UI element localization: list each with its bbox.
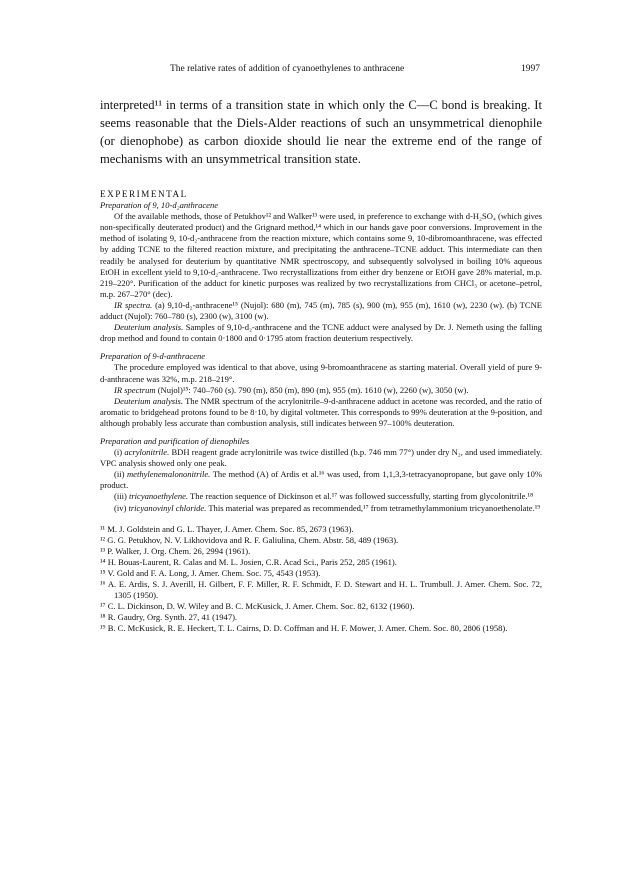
reference-item: ¹³ P. Walker, J. Org. Chem. 26, 2994 (1961). (100, 545, 251, 556)
ir-paragraph (100, 385, 542, 396)
deuterium-paragraph (100, 322, 542, 344)
run-in-label: Deuterium analysis. (114, 322, 184, 333)
section-title: EXPERIMENTAL (100, 189, 188, 199)
dienophile-item: (ii) methylenemalononitrile. The method (A) of Ardis et al.¹⁶ was used, from 1,1,3,3-tetracyanopropane, but gave only 10% product. (100, 469, 542, 491)
lead-paragraph: interpreted¹¹ in terms of a transition state in which only the C—C bond is breaking. It seems reasonable that the Diels-Alder reactions of such an unsymmetrical dienophile (or dienophobe) as carbon dioxide should lie near the extreme end of the range of mechanisms with an unsymmetrical transition state. (100, 98, 542, 166)
reference-item: ¹¹ M. J. Goldstein and G. L. Thayer, J. Amer. Chem. Soc. 85, 2673 (1963). (100, 523, 354, 534)
deuterium-paragraph (100, 396, 542, 429)
subsection-heading: Preparation of 9, 10-d₂anthracene (100, 200, 219, 211)
running-title: The relative rates of addition of cyanoethylenes to anthracene (170, 64, 405, 74)
dienophile-item: (i) acrylonitrile. BDH reagent grade acrylonitrile was twice distilled (b.p. 746 mm 77°) under dry N₂, and used immediately. VPC analysis showed only one peak. (100, 447, 542, 469)
experimental-section (100, 189, 542, 635)
paragraph: The procedure employed was identical to that above, using 9-bromoanthracene as starting material. Overall yield of pure 9-d-anthracene was 32%, m.p. 218–219°. (100, 362, 542, 384)
paragraph: Of the available methods, those of Petukhov¹² and Walker¹³ were used, in preference to exchange with d-H₂SO₄ (which gives non-specifically deuterated product) and the Grignard method,¹⁴ which in our hands gave poor conversions. Improvement in the method of isolating 9, 10-d₂-anthracene from the reaction mixture, which contains some 9, 10-dibromoanthracene, was effected by adding TCNE to the filtered reaction mixture, and precipitating the anthracene–TCNE adduct. This intermediate can then readily be analysed for deuterium by quantitative NMR spectroscopy, and subsequently solvolysed in boiling 10% aqueous EtOH in excellent yield to 9,10-d₂-anthracene. Two recrystallizations from either dry benzene or EtOH gave 28% material, m.p. 219–220°. Purification of the adduct for kinetic purposes was realized by two recrystallizations from CHCl₃ or acetone–petrol, m.p. 267–270° (dec). (100, 211, 542, 299)
reference-item: ¹⁷ C. L. Dickinson, D. W. Wiley and B. C. McKusick, J. Amer. Chem. Soc. 82, 6132 (1960). (100, 601, 415, 612)
ir-text: (a) 9,10-d₂-anthracene¹⁵ (Nujol): 680 (m), 745 (m), 785 (s), 900 (m), 955 (m), 1610 (w), 2230 (w). (b) TCNE adduct (Nujol): 760–780 (s), 2300 (w), 3100 (w). (100, 299, 542, 322)
ir-paragraph (100, 300, 542, 322)
subsection-heading: Preparation of 9-d-anthracene (100, 351, 206, 362)
ir-text: (Nujol)¹⁵: 740–760 (s). 790 (m), 850 (m), 890 (m), 955 (m). 1610 (w), 2260 (w), 3050 (w). (157, 384, 469, 395)
subsection-heading: Preparation and purification of dienophiles (100, 435, 250, 446)
reference-item: ¹⁵ V. Gold and F. A. Long, J. Amer. Chem. Soc. 75, 4543 (1953). (100, 568, 321, 578)
run-in-label: IR spectra. (114, 299, 153, 310)
reference-item: ¹⁶ A. E. Ardis, S. J. Averill, H. Gilbert, F. F. Miller, R. F. Schmidt, F. D. Stewart and H. L. Trumbull. J. Amer. Chem. Soc. 72, 1305 (1950). (100, 579, 543, 601)
deuterium-text: Samples of 9,10-d₂-anthracene and the TCNE adduct were analysed by Dr. J. Nemeth using the falling drop method and found to contain 0·1800 and 0·1795 atom fraction deuterium respectively. (100, 322, 543, 344)
page-number: 1997 (521, 64, 540, 74)
footnote-references (100, 524, 542, 635)
run-in-label: IR spectrum (114, 384, 156, 395)
running-header (100, 64, 540, 78)
reference-item: ¹⁹ B. C. McKusick, R. E. Heckert, T. L. Cairns, D. D. Coffman and H. F. Mower, J. Amer. Chem. Soc. 80, 2806 (1958). (100, 623, 508, 634)
deuterium-text: The NMR spectrum of the acrylonitrile–9-d-anthracene adduct in acetone was recorded, and the ratio of aromatic to bridgehead protons found to be 8·10, by digital voltmeter. This corresponds to 99% deuteration at the 9-position, and although probably less accurate than combustion analysis, still indicates between 97–100% deuteration. (100, 395, 543, 428)
reference-item: ¹⁸ R. Gaudry, Org. Synth. 27, 41 (1947). (100, 612, 238, 623)
run-in-label: Deuterium analysis. (114, 395, 183, 406)
lead-paragraph-block (100, 96, 542, 168)
dienophile-item: (iii) tricyanoethylene. The reaction sequence of Dickinson et al.¹⁷ was followed successfully, starting from glycolonitrile.¹⁸ (114, 491, 534, 502)
reference-item: ¹⁴ H. Bouas-Laurent, R. Calas and M. L. Josien, C.R. Acad Sci., Paris 252, 285 (1961). (100, 556, 397, 567)
reference-item: ¹² G. G. Petukhov, N. V. Likhovidova and R. F. Galiulina, Chem. Abstr. 58, 489 (1963). (100, 534, 399, 545)
dienophile-item: (iv) tricyanovinyl chloride. This material was prepared as recommended,¹⁷ from tetramethylammonium tricyanoethenolate.¹⁹ (114, 502, 541, 513)
